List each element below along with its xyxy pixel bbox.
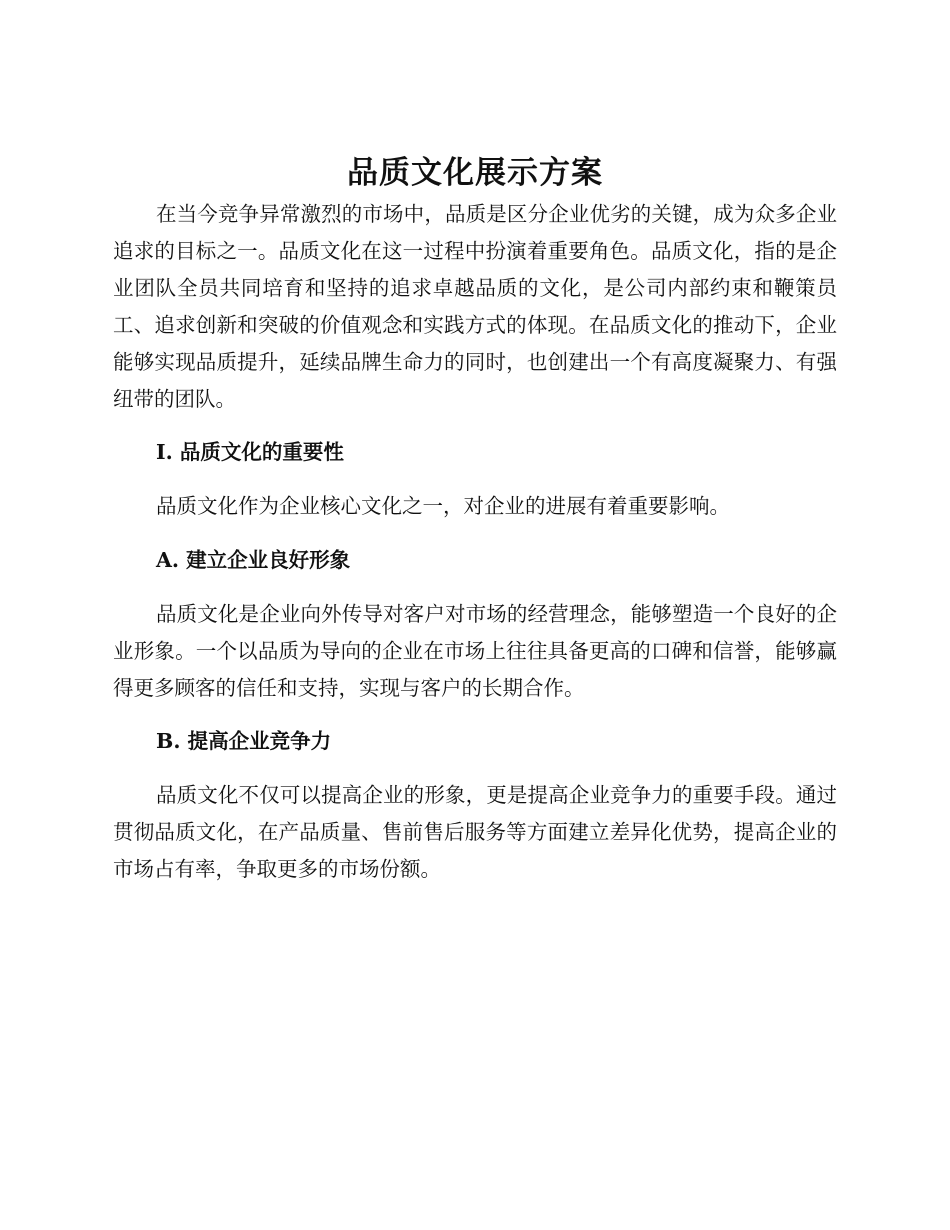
document-title: 品质文化展示方案 xyxy=(347,155,603,191)
subsection-heading-competitiveness: B. 提高企业竞争力 xyxy=(156,729,332,753)
spacer xyxy=(113,760,837,777)
spacer xyxy=(113,471,837,488)
section-heading-importance: I. 品质文化的重要性 xyxy=(156,440,344,464)
spacer xyxy=(113,525,837,542)
spacer xyxy=(113,418,837,434)
document-content xyxy=(113,150,837,888)
subsection-body-image: 品质文化是企业向外传导对客户对市场的经营理念，能够塑造一个良好的企业形象。一个以品质为导向的企业在市场上往往具备更高的口碑和信誉，能够赢得更多顾客的信任和支持，实现与客户的长期合作。 xyxy=(113,602,837,700)
intro-paragraph: 在当今竞争异常激烈的市场中，品质是区分企业优劣的关键，成为众多企业追求的目标之一。品质文化在这一过程中扮演着重要角色。品质文化，指的是企业团队全员共同培育和坚持的追求卓越品质的文化，是公司内部约束和鞭策员工、追求创新和突破的价值观念和实践方式的体现。在品质文化的推动下，企业能够实现品质提升，延续品牌生命力的同时，也创建出一个有高度凝聚力、有强纽带的团队。 xyxy=(113,202,837,411)
spacer xyxy=(113,707,837,723)
subsection-body-competitiveness: 品质文化不仅可以提高企业的形象，更是提高企业竞争力的重要手段。通过贯彻品质文化，在产品质量、售前售后服务等方面建立差异化优势，提高企业的市场占有率，争取更多的市场份额。 xyxy=(113,783,837,881)
section-body-importance: 品质文化作为企业核心文化之一，对企业的进展有着重要影响。 xyxy=(156,494,730,518)
spacer xyxy=(113,579,837,596)
subsection-heading-image: A. 建立企业良好形象 xyxy=(156,548,351,572)
